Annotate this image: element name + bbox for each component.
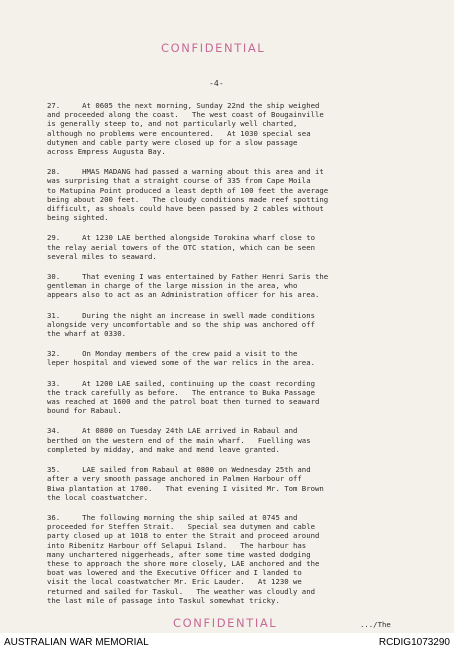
paragraph-34: 34. At 0800 on Tuesday 24th LAE arrived in Rabaul and berthed on the western end of the main wharf. Fuelling was completed by midday, and make and mend leave granted.: [47, 426, 311, 454]
paragraph-32: 32. On Monday members of the crew paid a visit to the leper hospital and viewed some of the war relics in the area.: [47, 349, 315, 368]
archive-footer: [0, 633, 454, 653]
paragraph-33: 33. At 1200 LAE sailed, continuing up the coast recording the track carefully as before. The entrance to Buka Passage was reached at 1600 and the patrol boat then turned to seaward bound for Rabaul.: [47, 378, 320, 416]
paragraph-31: 31. During the night an increase in swell made conditions alongside very uncomfortable and so the ship was anchored off the wharf at 0330.: [47, 310, 315, 339]
footer-source-label: AUSTRALIAN WAR MEMORIAL: [4, 637, 149, 648]
paragraph-28: 28. HMAS MADANG had passed a warning about this area and it was surprising that a straight course of 335 from Cape Moila to Matupina Point produced a least depth of 100 feet the average being about 200 feet. The cloudy conditions made reef spotting difficult, as shoals could have been passed by 2 cables without being sighted.: [47, 167, 329, 223]
confidential-stamp-bottom: CONFIDENTIAL: [173, 616, 278, 630]
page-number: -4-: [209, 78, 224, 88]
continuation-marker: .../The: [360, 620, 391, 629]
paragraph-29: 29. At 1230 LAE berthed alongside Torokina wharf close to the relay aerial towers of the OTC station, which can be seen several miles to seaward.: [47, 233, 315, 261]
document-body: [47, 101, 375, 616]
paragraph-27: 27. At 0605 the next morning, Sunday 22nd the ship weighed and proceeded along the coast. The west coast of Bougainville is generally steep to, and not particularly well charted, although no problems were encountered. At 1030 special sea dutymen and cable party were closed up for a slow passage across Empress Augusta Bay.: [47, 101, 324, 157]
paragraph-35: 35. LAE sailed from Rabaul at 0800 on Wednesday 25th and after a very smooth passage anchored in Palmen Harbour off Biwa plantation at 1700. That evening I visited Mr. Tom Brown the local coastwatcher.: [47, 465, 324, 502]
paragraph-36: 36. The following morning the ship sailed at 0745 and proceeded for Steffen Strait. Special sea dutymen and cable party closed up at 1018 to enter the Strait and proceed around into Ribenitz Harbour off Selapui Island. The harbour has many unchartered niggerheads, after some time wasted dodging these to approach the shore more closely, LAE anchored and the boat was lowered and the Executive Officer and I landed to visit the local coastwatcher Mr. Eric Lauder. At 1230 we returned and sailed for Taskul. The weather was cloudly and the last mile of passage into Taskul somewhat tricky.: [47, 512, 320, 605]
confidential-stamp-top: CONFIDENTIAL: [161, 41, 266, 55]
paragraph-30: 30. That evening I was entertained by Father Henri Saris the gentleman in charge of the large mission in the area, who appears also to act as an Administration officer for his area.: [47, 272, 329, 300]
footer-record-id: RCDIG1073290: [378, 637, 450, 648]
